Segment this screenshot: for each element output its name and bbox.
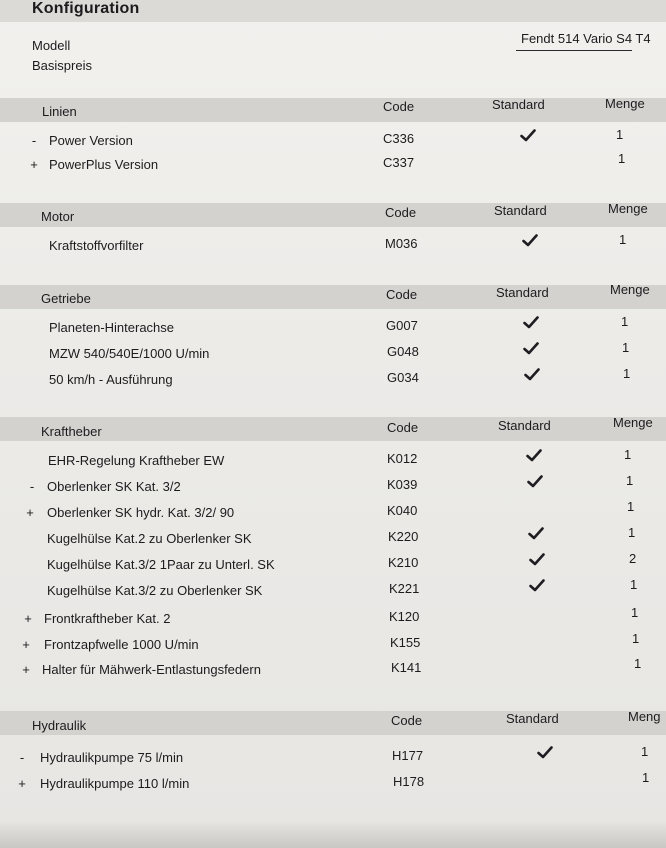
option-quantity: 1	[632, 631, 640, 646]
column-header-code: Code	[383, 99, 415, 114]
option-sign: +	[26, 505, 34, 520]
page-bottom-shadow	[0, 820, 666, 848]
option-sign: +	[22, 637, 30, 652]
checkmark-icon	[527, 475, 543, 488]
section-header-getriebe	[0, 285, 666, 309]
checkmark-icon	[526, 449, 542, 462]
section-header-hydraulik	[0, 711, 666, 735]
checkmark-icon	[529, 553, 545, 566]
option-code: K012	[387, 451, 418, 466]
option-name: Kugelhülse Kat.3/2 zu Oberlenker SK	[47, 583, 263, 598]
checkmark-icon	[522, 234, 538, 247]
option-quantity: 1	[616, 127, 624, 142]
option-code: K155	[390, 635, 421, 650]
option-name: Halter für Mähwerk-Entlastungsfedern	[42, 662, 261, 677]
option-quantity: 1	[642, 770, 650, 785]
base-price-label: Basispreis	[32, 58, 92, 73]
option-code: K220	[388, 529, 419, 544]
option-quantity: 1	[628, 525, 636, 540]
checkmark-icon	[523, 316, 539, 329]
option-sign: +	[18, 776, 26, 791]
option-quantity: 1	[626, 473, 634, 488]
checkmark-icon	[537, 746, 553, 759]
checkmark-icon	[520, 129, 536, 142]
column-header-quantity: Menge	[610, 282, 650, 297]
option-code: G007	[386, 318, 418, 333]
column-header-code: Code	[386, 287, 418, 302]
option-quantity: 1	[631, 605, 639, 620]
option-code: K120	[389, 609, 420, 624]
option-sign: -	[29, 479, 35, 494]
option-quantity: 2	[629, 551, 637, 566]
option-code: C336	[383, 131, 415, 146]
option-code: K039	[387, 477, 418, 492]
option-quantity: 1	[630, 577, 638, 592]
column-header-quantity: Meng	[628, 709, 661, 724]
option-name: MZW 540/540E/1000 U/min	[49, 346, 210, 361]
column-header-standard: Standard	[506, 711, 559, 726]
column-header-standard: Standard	[492, 97, 545, 112]
option-name: Oberlenker SK hydr. Kat. 3/2/ 90	[47, 505, 235, 520]
checkmark-icon	[524, 368, 540, 381]
option-code: M036	[385, 236, 418, 251]
option-code: C337	[383, 155, 415, 170]
option-quantity: 1	[618, 151, 626, 166]
option-sign: -	[19, 750, 25, 765]
option-name: PowerPlus Version	[49, 157, 159, 172]
option-quantity: 1	[619, 232, 627, 247]
option-name: Oberlenker SK Kat. 3/2	[47, 479, 181, 494]
column-header-quantity: Menge	[608, 201, 648, 216]
option-code: H177	[392, 748, 424, 763]
option-sign: +	[22, 662, 30, 677]
option-code: K141	[391, 660, 422, 675]
option-code: K040	[387, 503, 418, 518]
checkmark-icon	[529, 579, 545, 592]
column-header-standard: Standard	[496, 285, 549, 300]
option-name: EHR-Regelung Kraftheber EW	[48, 453, 225, 468]
option-code: H178	[393, 774, 425, 789]
option-quantity: 1	[634, 656, 642, 671]
checkmark-icon	[523, 342, 539, 355]
section-header-linien	[0, 98, 666, 122]
checkmark-icon	[528, 527, 544, 540]
page-title: Konfiguration	[32, 0, 140, 17]
option-name: Hydraulikpumpe 110 l/min	[40, 776, 190, 791]
option-quantity: 1	[624, 447, 632, 462]
option-name: Power Version	[49, 133, 133, 148]
model-underline	[516, 50, 632, 51]
option-name: Frontzapfwelle 1000 U/min	[44, 637, 199, 652]
option-sign: +	[24, 611, 32, 626]
option-sign: -	[31, 133, 37, 148]
option-code: K221	[389, 581, 420, 596]
option-quantity: 1	[621, 314, 629, 329]
option-quantity: 1	[623, 366, 631, 381]
column-header-code: Code	[385, 205, 417, 220]
column-header-code: Code	[391, 713, 423, 728]
option-name: Kraftstoffvorfilter	[49, 238, 144, 253]
section-title: Motor	[41, 209, 75, 224]
option-name: Frontkraftheber Kat. 2	[44, 611, 171, 626]
option-quantity: 1	[627, 499, 635, 514]
option-code: G048	[387, 344, 419, 359]
section-title: Linien	[42, 104, 77, 119]
model-label: Modell	[32, 38, 71, 53]
option-name: Kugelhülse Kat.2 zu Oberlenker SK	[47, 531, 252, 546]
option-quantity: 1	[622, 340, 630, 355]
option-name: Hydraulikpumpe 75 l/min	[40, 750, 184, 765]
section-title: Getriebe	[41, 291, 91, 306]
option-code: K210	[388, 555, 419, 570]
option-quantity: 1	[641, 744, 649, 759]
option-name: Planeten-Hinterachse	[49, 320, 175, 335]
column-header-quantity: Menge	[613, 415, 653, 430]
column-header-code: Code	[387, 420, 419, 435]
model-value: Fendt 514 Vario S4 T4	[521, 31, 651, 46]
section-title: Hydraulik	[32, 718, 87, 733]
section-header-motor	[0, 203, 666, 227]
option-sign: +	[30, 157, 38, 172]
option-name: 50 km/h - Ausführung	[49, 372, 173, 387]
column-header-quantity: Menge	[605, 96, 645, 111]
option-name: Kugelhülse Kat.3/2 1Paar zu Unterl. SK	[47, 557, 275, 572]
column-header-standard: Standard	[494, 203, 547, 218]
column-header-standard: Standard	[498, 418, 551, 433]
section-title: Kraftheber	[41, 424, 102, 439]
option-code: G034	[387, 370, 419, 385]
